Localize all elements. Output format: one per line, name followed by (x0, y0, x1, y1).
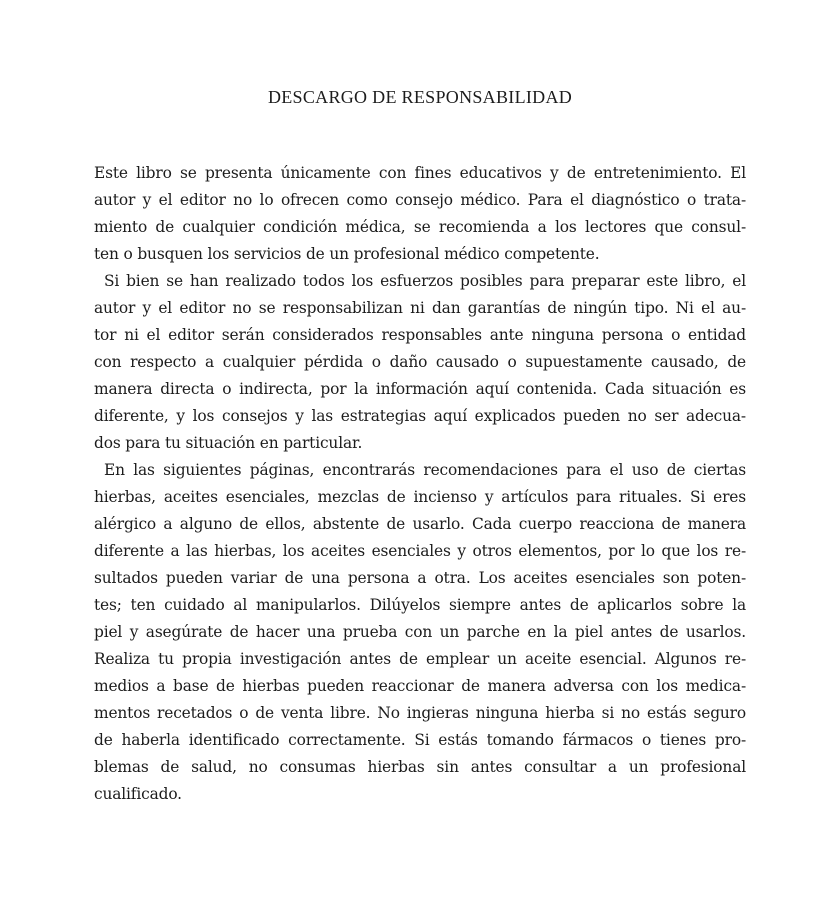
paragraph-2-line-6: diferente, y los consejos y las estrategias aquí explicados pueden no ser adecua- (94, 407, 746, 425)
paragraph-3-line-7: piel y asegúrate de hacer una prueba con un parche en la piel antes de usarlos. (94, 623, 746, 641)
paragraph-1-line-1: Este libro se presenta únicamente con fines educativos y de entretenimiento. El (94, 164, 746, 182)
paragraph-3-line-11: de haberla identificado correctamente. Si estás tomando fármacos o tienes pro- (94, 731, 746, 749)
paragraph-3-line-5: sultados pueden variar de una persona a otra. Los aceites esenciales son poten- (94, 569, 746, 587)
paragraph-3-line-13: cualificado. (94, 785, 182, 803)
paragraph-2-line-3: tor ni el editor serán considerados responsables ante ninguna persona o entidad (94, 326, 746, 344)
paragraph-3-line-1: En las siguientes páginas, encontrarás recomendaciones para el uso de ciertas (104, 461, 746, 479)
paragraph-3-line-8: Realiza tu propia investigación antes de emplear un aceite esencial. Algunos re- (94, 650, 746, 668)
paragraph-2-line-4: con respecto a cualquier pérdida o daño causado o supuestamente causado, de (94, 353, 746, 371)
paragraph-3-line-10: mentos recetados o de venta libre. No ingieras ninguna hierba si no estás seguro (94, 704, 746, 722)
paragraph-2-line-7: dos para tu situación en particular. (94, 434, 363, 452)
paragraph-3-line-3: alérgico a alguno de ellos, abstente de usarlo. Cada cuerpo reacciona de manera (94, 515, 746, 533)
paragraph-2-line-1: Si bien se han realizado todos los esfuerzos posibles para preparar este libro, el (104, 272, 746, 290)
paragraph-3-line-4: diferente a las hierbas, los aceites esenciales y otros elementos, por lo que los re- (94, 542, 746, 560)
paragraph-1-line-4: ten o busquen los servicios de un profesional médico competente. (94, 245, 600, 263)
paragraph-2-line-5: manera directa o indirecta, por la información aquí contenida. Cada situación es (94, 380, 746, 398)
paragraph-1-line-3: miento de cualquier condición médica, se recomienda a los lectores que consul- (94, 218, 746, 236)
document-body (94, 160, 746, 808)
paragraph-3-line-6: tes; ten cuidado al manipularlos. Dilúyelos siempre antes de aplicarlos sobre la (94, 596, 746, 614)
document-title: DESCARGO DE RESPONSABILIDAD (267, 87, 573, 107)
paragraph-2-line-2: autor y el editor no se responsabilizan ni dan garantías de ningún tipo. Ni el au- (94, 299, 746, 317)
paragraph-1-line-2: autor y el editor no lo ofrecen como consejo médico. Para el diagnóstico o trata- (94, 191, 746, 209)
paragraph-3-line-2: hierbas, aceites esenciales, mezclas de incienso y artículos para rituales. Si eres (94, 488, 746, 506)
paragraph-3-line-12: blemas de salud, no consumas hierbas sin antes consultar a un profesional (94, 758, 746, 776)
paragraph-3-line-9: medios a base de hierbas pueden reaccionar de manera adversa con los medica- (94, 677, 746, 695)
